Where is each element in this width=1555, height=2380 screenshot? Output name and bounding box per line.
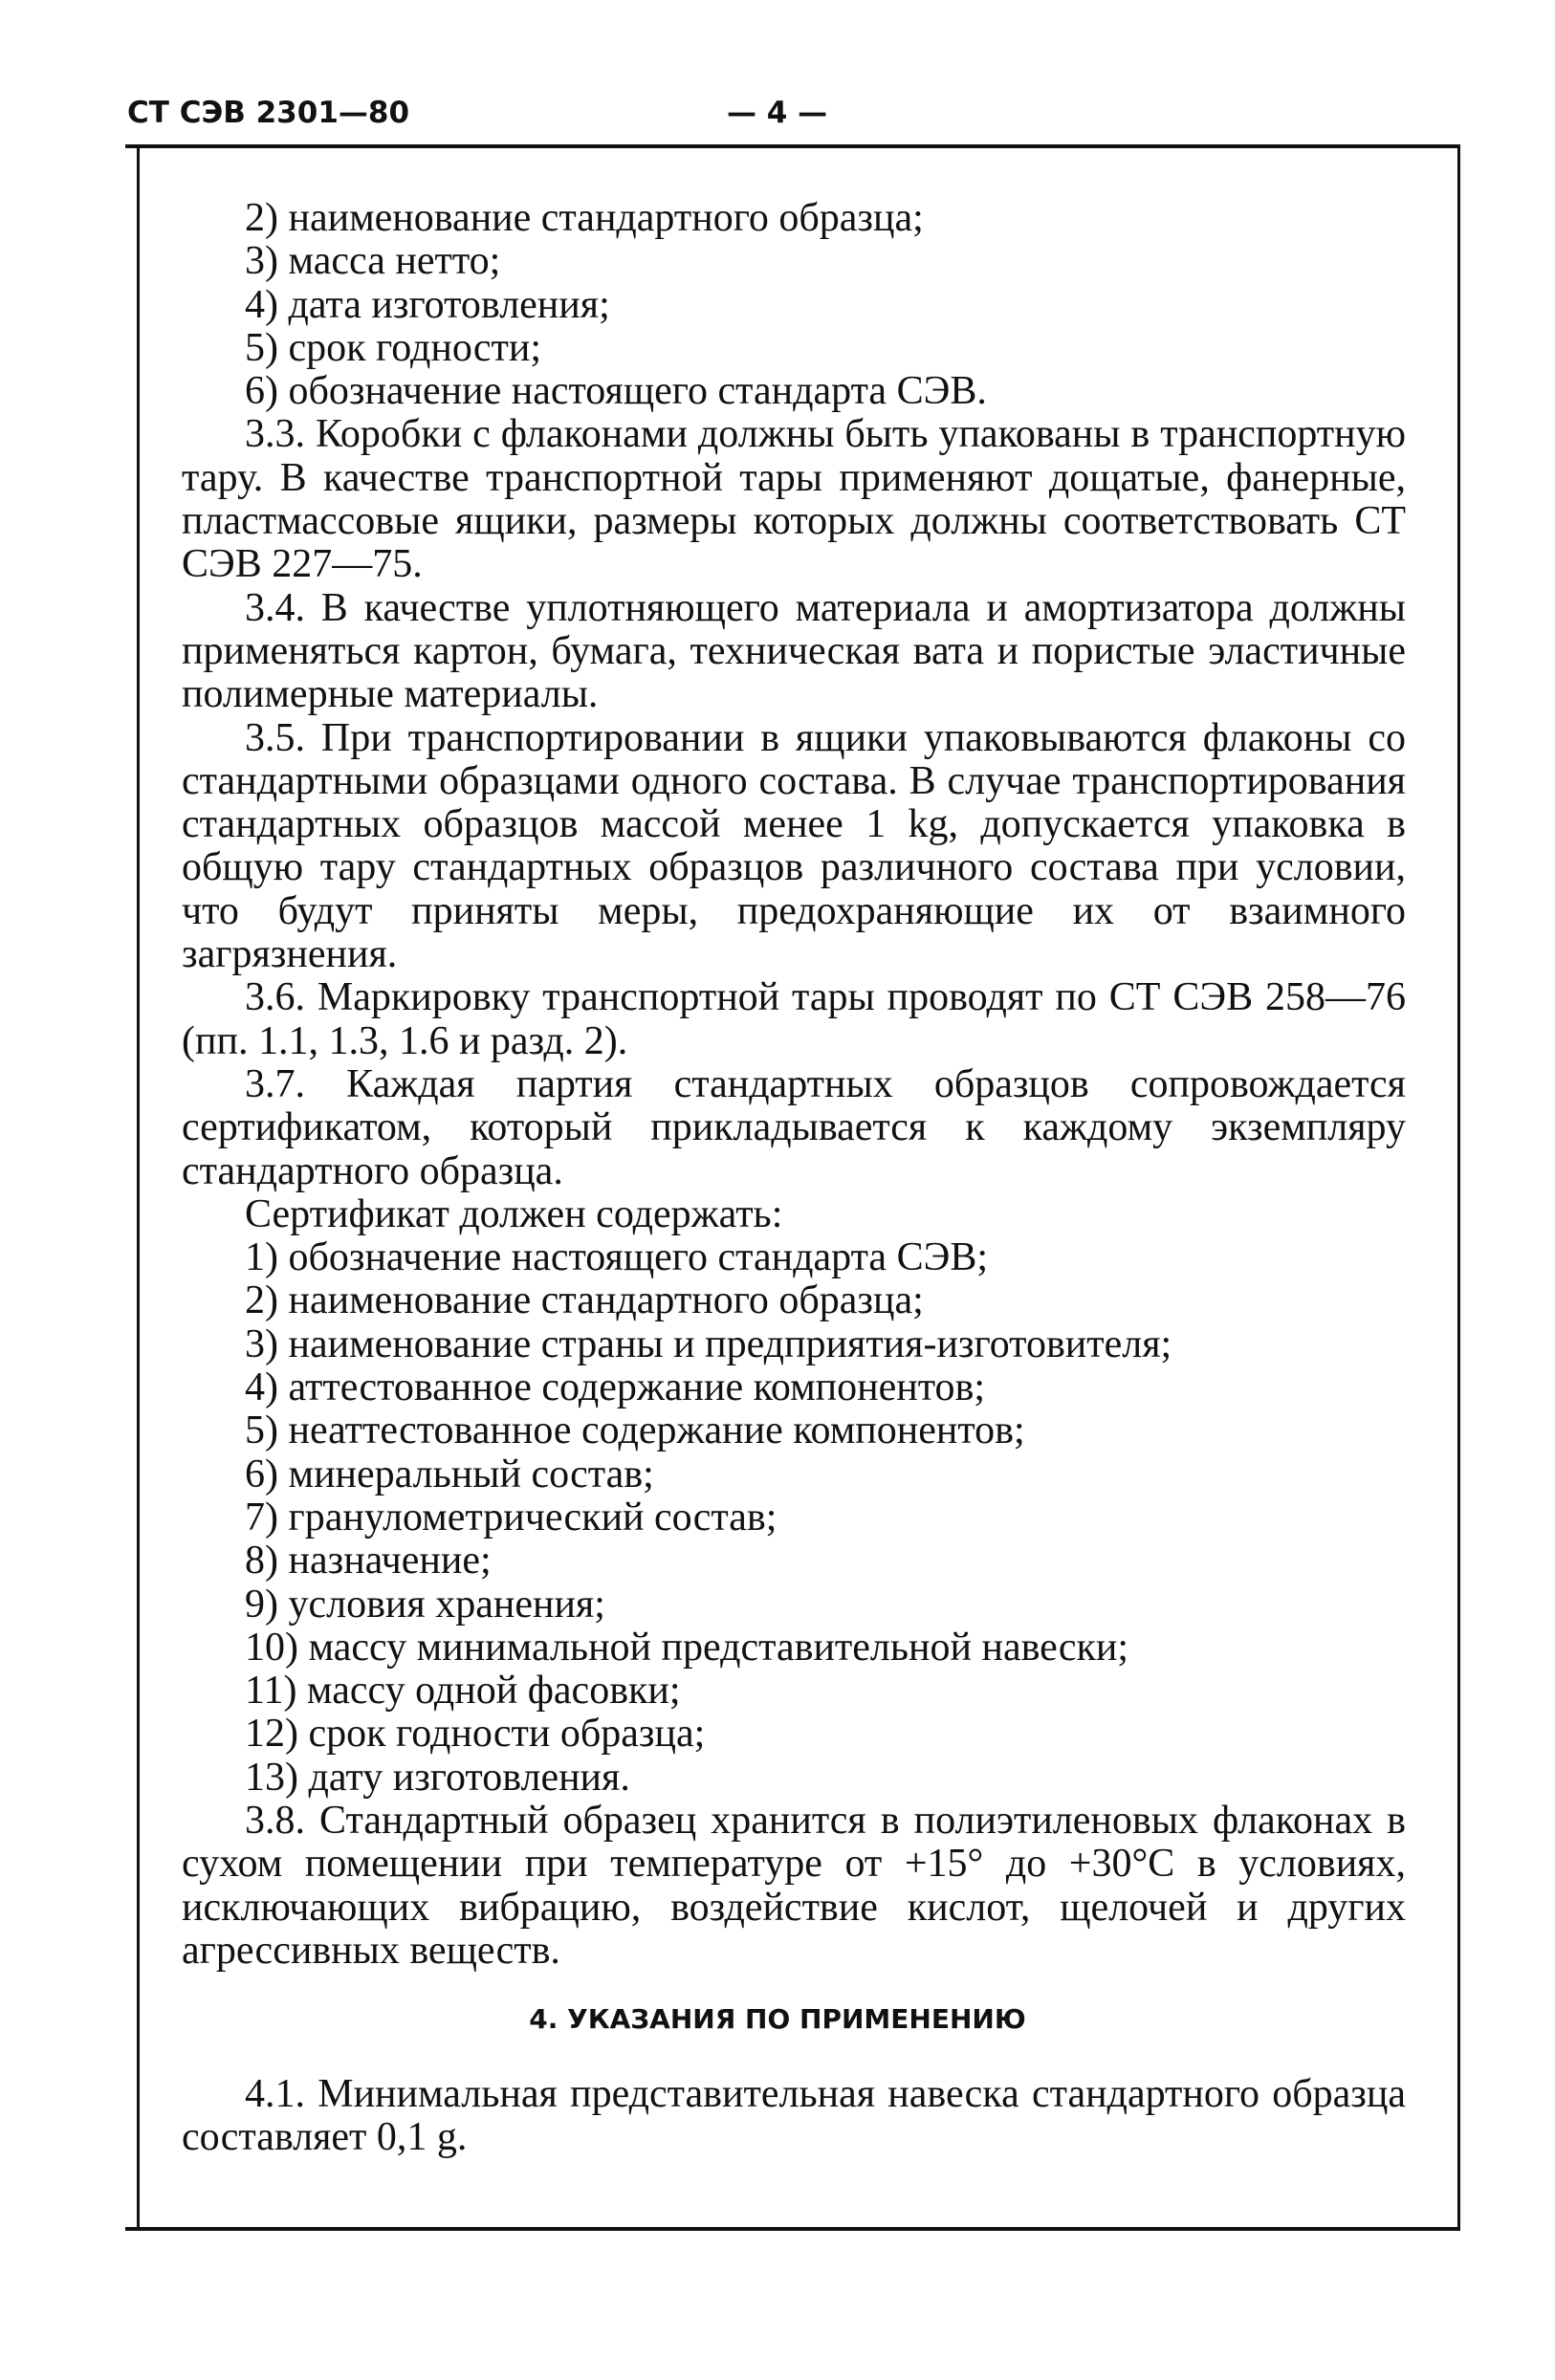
list-item: 4) аттестованное содержание компонентов; — [245, 1365, 986, 1410]
body-text — [182, 197, 1406, 1973]
document-code: СТ СЭВ 2301—80 — [127, 96, 410, 130]
page-number: — 4 — — [727, 96, 828, 130]
list-item: 6) обозначение настоящего стандарта СЭВ. — [245, 369, 987, 414]
bottom-rule — [125, 2227, 1460, 2231]
clause-3-7: 3.7. Каждая партия стандартных образцов сопровождается сертификатом, который прикладывается к каждому экземпляру стандартного образца. — [182, 1061, 1406, 1193]
list-item: 7) гранулометрический состав; — [245, 1495, 778, 1539]
list-item: 9) условия хранения; — [245, 1582, 605, 1627]
clause-4-1: 4.1. Минимальная представительная навеска стандартного образца составляет 0,1 g. — [182, 2072, 1406, 2160]
section-4-text — [182, 2073, 1406, 2160]
list-item: 10) массу минимальной представительной навески; — [245, 1625, 1129, 1670]
clause-3-8: 3.8. Стандартный образец хранится в полиэтиленовых флаконах в сухом помещении при температуре от +15° до +30°С в условиях, исключающих вибрацию, воздействие кислот, щелочей и других агрессивных веществ. — [182, 1798, 1406, 1973]
list-item: 5) неаттестованное содержание компонентов; — [245, 1408, 1025, 1453]
list-item: 6) минеральный состав; — [245, 1452, 654, 1496]
list-item: 5) срок годности; — [245, 325, 542, 370]
certificate-intro: Сертификат должен содержать: — [245, 1191, 783, 1236]
section-heading: 4. УКАЗАНИЯ ПО ПРИМЕНЕНИЮ — [529, 2003, 1026, 2035]
list-item: 1) обозначение настоящего стандарта СЭВ; — [245, 1235, 988, 1280]
list-item: 2) наименование стандартного образца; — [245, 196, 924, 240]
clause-3-6: 3.6. Маркировку транспортной тары проводят по СТ СЭВ 258—76 (пп. 1.1, 1.3, 1.6 и разд. 2). — [182, 975, 1406, 1063]
clause-3-4: 3.4. В качестве уплотняющего материала и амортизатора должны применяться картон, бумага, техническая вата и пористые эластичные полимерные материалы. — [182, 585, 1406, 717]
clause-3-3: 3.3. Коробки с флаконами должны быть упакованы в транспортную тару. В качестве транспортной тары применяют дощатые, фанерные, пластмассовые ящики, размеры которых должны соответствовать СТ СЭВ 227—75. — [182, 412, 1406, 587]
list-item: 11) массу одной фасовки; — [245, 1669, 681, 1714]
list-item: 2) наименование стандартного образца; — [245, 1278, 924, 1323]
list-item: 12) срок годности образца; — [245, 1712, 706, 1757]
list-item: 3) наименование страны и предприятия-изготовителя; — [245, 1321, 1172, 1366]
list-item: 13) дату изготовления. — [245, 1755, 630, 1800]
list-item: 8) назначение; — [245, 1539, 492, 1583]
list-item: 4) дата изготовления; — [245, 282, 610, 327]
list-item: 3) масса нетто; — [245, 239, 501, 284]
clause-3-5: 3.5. При транспортировании в ящики упаковываются флаконы со стандартными образцами одного состава. В случае транспортирования стандартных образцов массой менее 1 kg, допускается упаковка в общую тару стандартных образцов различного состава при условии, что будут приняты меры, предохраняющие их от взаимного загрязнения. — [182, 715, 1406, 977]
